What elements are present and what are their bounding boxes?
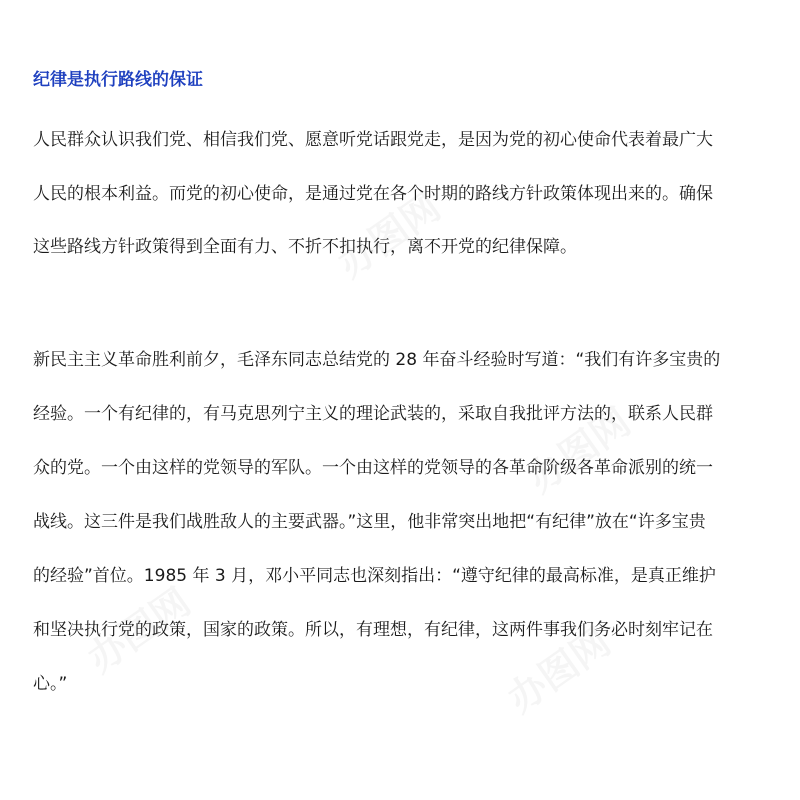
paragraph-1 xyxy=(33,125,773,275)
watermark: 办图网 xyxy=(519,399,639,502)
paragraph-2-line: 经验。一个有纪律的，有马克思列宁主义的理论武装的，采取自我批评方法的，联系人民群 xyxy=(33,404,713,424)
paragraph-1-line: 人民的根本利益。而党的初心使命，是通过党在各个时期的路线方针政策体现出来的。确保 xyxy=(33,184,713,204)
paragraph-2-line: 新民主主义革命胜利前夕，毛泽东同志总结党的 28 年奋斗经验时写道：“我们有许多宝贵的 xyxy=(33,350,721,370)
paragraph-2-line: 的经验”首位。1985 年 3 月，邓小平同志也深刻指出：“遵守纪律的最高标准，是真正维护 xyxy=(33,566,716,586)
section-heading: 纪律是执行路线的保证 xyxy=(33,70,203,90)
paragraph-2-line: 战线。这三件是我们战胜敌人的主要武器。”这里，他非常突出地把“有纪律”放在“许多宝贵 xyxy=(33,512,706,532)
paragraph-2-line: 心。” xyxy=(33,674,68,694)
watermark: 办图网 xyxy=(329,184,449,287)
paragraph-2 xyxy=(33,345,773,725)
paragraph-2-line: 众的党。一个由这样的党领导的军队。一个由这样的党领导的各革命阶级各革命派别的统一 xyxy=(33,458,713,478)
paragraph-2-line: 和坚决执行党的政策，国家的政策。所以，有理想，有纪律，这两件事我们务必时刻牢记在 xyxy=(33,620,713,640)
watermark: 办图网 xyxy=(499,619,619,722)
paragraph-1-line: 人民群众认识我们党、相信我们党、愿意听党话跟党走，是因为党的初心使命代表着最广大 xyxy=(33,130,713,150)
watermark: 办图网 xyxy=(79,579,199,682)
paragraph-1-line: 这些路线方针政策得到全面有力、不折不扣执行，离不开党的纪律保障。 xyxy=(33,237,577,257)
